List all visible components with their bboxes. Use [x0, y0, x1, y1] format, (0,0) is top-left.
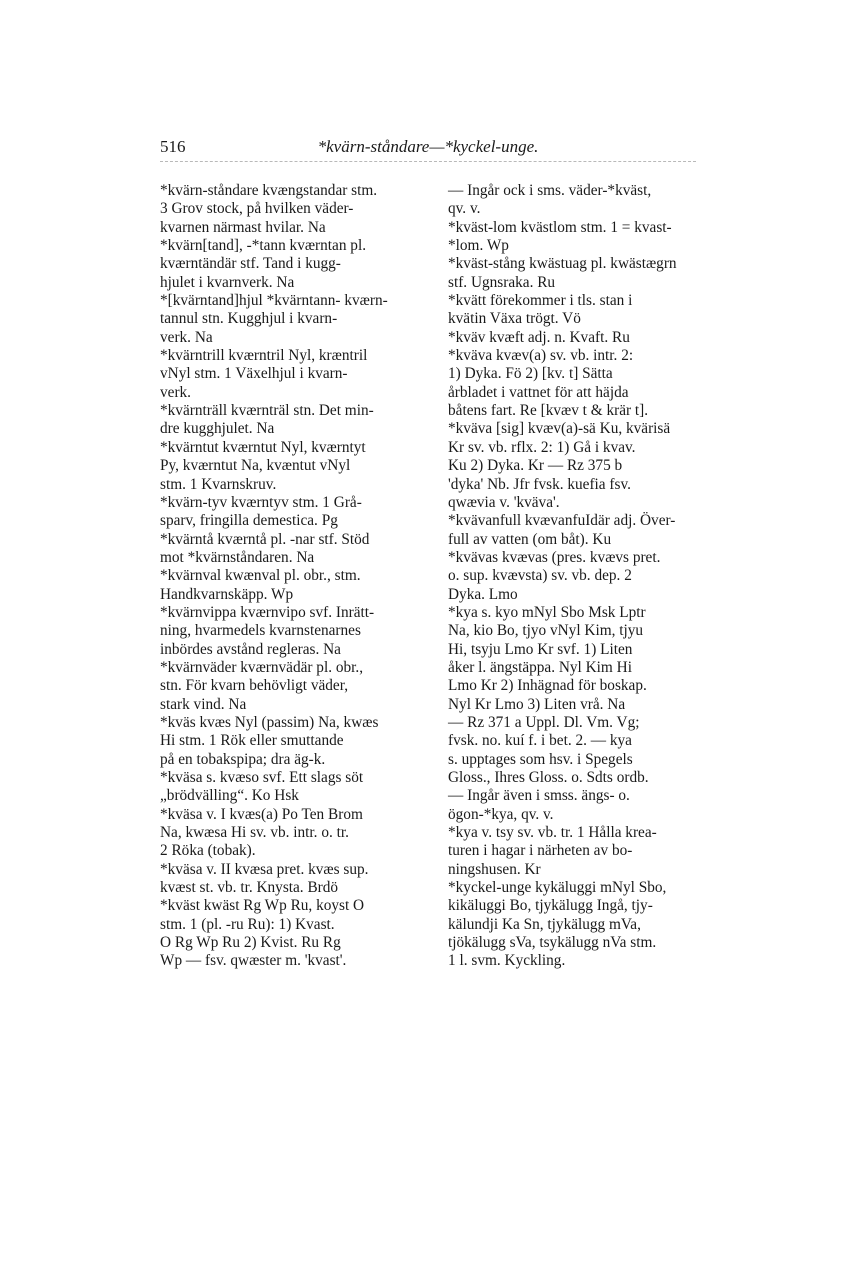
entry-line: ningshusen. Kr	[448, 860, 541, 878]
entry-line: *kväst kwäst Rg Wp Ru, koyst O	[160, 897, 365, 915]
entry-line: Na, kio Bo, tjyo vNyl Kim, tjyu	[448, 622, 644, 640]
entry-line: *kväsa v. II kvæsa pret. kvæs sup.	[160, 860, 369, 878]
entry-line: tannul stn. Kugghjul i kvarn-	[160, 310, 338, 328]
entry-line: *kvärnväder kværnvädär pl. obr.,	[160, 658, 364, 676]
dictionary-entry	[160, 402, 429, 439]
dictionary-entry	[160, 439, 429, 494]
dictionary-entry	[160, 531, 429, 568]
entry-line: Na, kwæsa Hi sv. vb. intr. o. tr.	[160, 824, 349, 842]
entry-line: — Ingår ock i sms. väder-*kväst,	[448, 182, 652, 199]
left-column	[160, 182, 429, 971]
entry-line: kikäluggi Bo, tjykälugg Ingå, tjy-	[448, 897, 653, 915]
entry-line: *kväva kvæv(a) sv. vb. intr. 2:	[448, 347, 634, 365]
entry-line: *kvärntrill kværntril Nyl, kræntril	[160, 347, 368, 365]
entry-line: Kr sv. vb. rflx. 2: 1) Gå i kvav.	[448, 438, 636, 456]
entry-line: *kvärntut kværntut Nyl, kværntyt	[160, 438, 366, 456]
entry-line: *kvävanfull kvævanfuIdär adj. Över-	[448, 512, 676, 530]
dictionary-entry	[160, 861, 429, 898]
dictionary-entry	[160, 567, 429, 604]
entry-line: *kvärnträll kværnträl stn. Det min-	[160, 402, 374, 420]
entry-line: stm. 1 (pl. -ru Ru): 1) Kvast.	[160, 915, 335, 933]
entry-line: inbördes avstånd regleras. Na	[160, 640, 341, 658]
entry-line: „brödvälling“. Ko Hsk	[160, 787, 299, 805]
dictionary-entry	[448, 219, 716, 256]
dictionary-entry	[448, 292, 716, 329]
entry-line: qwævia v. 'kväva'.	[448, 493, 560, 511]
entry-line: 2 Röka (tobak).	[160, 842, 256, 860]
dictionary-entry	[160, 347, 429, 402]
entry-line: ögon-*kya, qv. v.	[448, 805, 554, 823]
entry-line: *kvätt förekommer i tls. stan i	[448, 292, 633, 310]
entry-line: O Rg Wp Ru 2) Kvist. Ru Rg	[160, 934, 341, 952]
header-rule	[160, 161, 696, 162]
entry-line: Ku 2) Dyka. Kr — Rz 375 b	[448, 457, 623, 475]
entry-line: *kväsa s. kvæso svf. Ett slags söt	[160, 769, 364, 786]
dictionary-entry	[448, 549, 716, 604]
entry-line: årbladet i vattnet för att häjda	[448, 383, 629, 401]
entry-line: s. upptages som hsv. i Spegels	[448, 750, 633, 768]
entry-line: *kväva [sig] kvæv(a)-sä Ku, kvärisä	[448, 420, 671, 438]
entry-line: *kvärn[tand], -*tann kværntan pl.	[160, 237, 367, 255]
dictionary-entry	[448, 824, 716, 879]
right-column	[448, 182, 716, 971]
entry-line: *kyckel-unge kykäluggi mNyl Sbo,	[448, 879, 667, 897]
entry-line: *kvärn-tyv kværntyv stm. 1 Grå-	[160, 493, 362, 511]
dictionary-entry	[160, 604, 429, 659]
entry-line: *kya s. kyo mNyl Sbo Msk Lptr	[448, 603, 646, 621]
page-header	[160, 137, 696, 163]
dictionary-entry	[448, 329, 716, 347]
entry-line: kvæst st. vb. tr. Knysta. Brdö	[160, 879, 339, 897]
dictionary-entry	[160, 494, 429, 531]
running-title: *kvärn-ståndare—*kyckel-unge.	[317, 137, 539, 156]
dictionary-entry	[448, 604, 716, 824]
dictionary-entry	[448, 512, 716, 549]
entry-line: Dyka. Lmo	[448, 585, 518, 603]
entry-line: *kväst-stång kwästuag pl. kwästægrn	[448, 255, 677, 273]
entry-line: tjökälugg sVa, tsykälugg nVa stm.	[448, 934, 657, 952]
dictionary-entry	[160, 897, 429, 970]
dictionary-entry	[448, 347, 716, 420]
entry-line: stn. För kvarn behövligt väder,	[160, 677, 349, 695]
dictionary-entry	[160, 769, 429, 806]
entry-line: Handkvarnskäpp. Wp	[160, 585, 294, 603]
entry-line: — Ingår även i smss. ängs- o.	[448, 787, 630, 805]
entry-line: hjulet i kvarnverk. Na	[160, 273, 295, 291]
entry-line: *kya v. tsy sv. vb. tr. 1 Hålla krea-	[448, 824, 657, 842]
entry-line: kværntändär stf. Tand i kugg-	[160, 255, 341, 273]
entry-line: Wp — fsv. qwæster m. 'kvast'.	[160, 952, 347, 970]
entry-line: verk.	[160, 383, 192, 401]
entry-line: *kväsa v. I kvæs(a) Po Ten Brom	[160, 805, 363, 823]
entry-line: åker l. ängstäppa. Nyl Kim Hi	[448, 658, 632, 676]
entry-line: o. sup. kvævsta) sv. vb. dep. 2	[448, 567, 632, 585]
entry-line: *kvävas kvævas (pres. kvævs pret.	[448, 548, 661, 566]
dictionary-entry	[448, 255, 716, 292]
entry-line: *kväst-lom kvästlom stm. 1 = kvast-	[448, 218, 672, 236]
page-number: 516	[160, 137, 186, 156]
entry-line: stark vind. Na	[160, 695, 247, 713]
entry-line: — Rz 371 a Uppl. Dl. Vm. Vg;	[448, 713, 640, 731]
dictionary-entry	[160, 714, 429, 769]
entry-line: *lom. Wp	[448, 237, 509, 255]
entry-line: *kvärnvippa kværnvipo svf. Inrätt-	[160, 603, 375, 621]
dictionary-entry	[160, 292, 429, 347]
entry-line: *kvärntå kværntå pl. -nar stf. Stöd	[160, 530, 370, 548]
entry-line: qv. v.	[448, 200, 481, 218]
dictionary-entry	[160, 237, 429, 292]
dictionary-entry	[160, 182, 429, 237]
entry-line: stf. Ugnsraka. Ru	[448, 273, 556, 291]
dictionary-entry	[448, 182, 716, 219]
entry-line: vNyl stm. 1 Växelhjul i kvarn-	[160, 365, 348, 383]
entry-line: Hi stm. 1 Rök eller smuttande	[160, 732, 344, 750]
entry-line: *[kvärntand]hjul *kvärntann- kværn-	[160, 292, 388, 310]
entry-line: kvarnen närmast hvilar. Na	[160, 218, 326, 236]
dictionary-entry	[160, 806, 429, 861]
entry-line: dre kugghjulet. Na	[160, 420, 275, 438]
entry-line: *kväs kvæs Nyl (passim) Na, kwæs	[160, 713, 379, 731]
entry-line: *kvärn-ståndare kvængstandar stm.	[160, 182, 378, 199]
entry-line: ning, hvarmedels kvarnstenarnes	[160, 622, 361, 640]
entry-line: Hi, tsyju Lmo Kr svf. 1) Liten	[448, 640, 633, 658]
entry-line: Nyl Kr Lmo 3) Liten vrå. Na	[448, 695, 626, 713]
entry-line: på en tobakspipa; dra äg-k.	[160, 750, 326, 768]
entry-line: *kvärnval kwænval pl. obr., stm.	[160, 567, 361, 585]
entry-line: kälundji Ka Sn, tjykälugg mVa,	[448, 915, 641, 933]
entry-line: mot *kvärnståndaren. Na	[160, 548, 315, 566]
dictionary-entry	[448, 879, 716, 971]
entry-line: kvätin Växa trögt. Vö	[448, 310, 581, 328]
entry-line: full av vatten (om båt). Ku	[448, 530, 612, 548]
entry-line: 3 Grov stock, på hvilken väder-	[160, 200, 354, 218]
entry-line: turen i hagar i närheten av bo-	[448, 842, 633, 860]
entry-line: fvsk. no. kuí f. i bet. 2. — kya	[448, 732, 632, 750]
entry-line: 1 l. svm. Kyckling.	[448, 952, 566, 970]
entry-line: båtens fart. Re [kvæv t & krär t].	[448, 402, 649, 420]
entry-line: 'dyka' Nb. Jfr fvsk. kuefia fsv.	[448, 475, 631, 493]
dictionary-entry	[160, 659, 429, 714]
entry-line: Lmo Kr 2) Inhägnad för boskap.	[448, 677, 647, 695]
entry-line: Py, kværntut Na, kvæntut vNyl	[160, 457, 351, 475]
dictionary-entry	[448, 420, 716, 512]
entry-line: verk. Na	[160, 328, 213, 346]
entry-line: 1) Dyka. Fö 2) [kv. t] Sätta	[448, 365, 613, 383]
entry-line: *kväv kvæft adj. n. Kvaft. Ru	[448, 328, 630, 346]
entry-line: sparv, fringilla demestica. Pg	[160, 512, 338, 530]
entry-line: stm. 1 Kvarnskruv.	[160, 475, 277, 493]
entry-line: Gloss., Ihres Gloss. o. Sdts ordb.	[448, 769, 649, 786]
